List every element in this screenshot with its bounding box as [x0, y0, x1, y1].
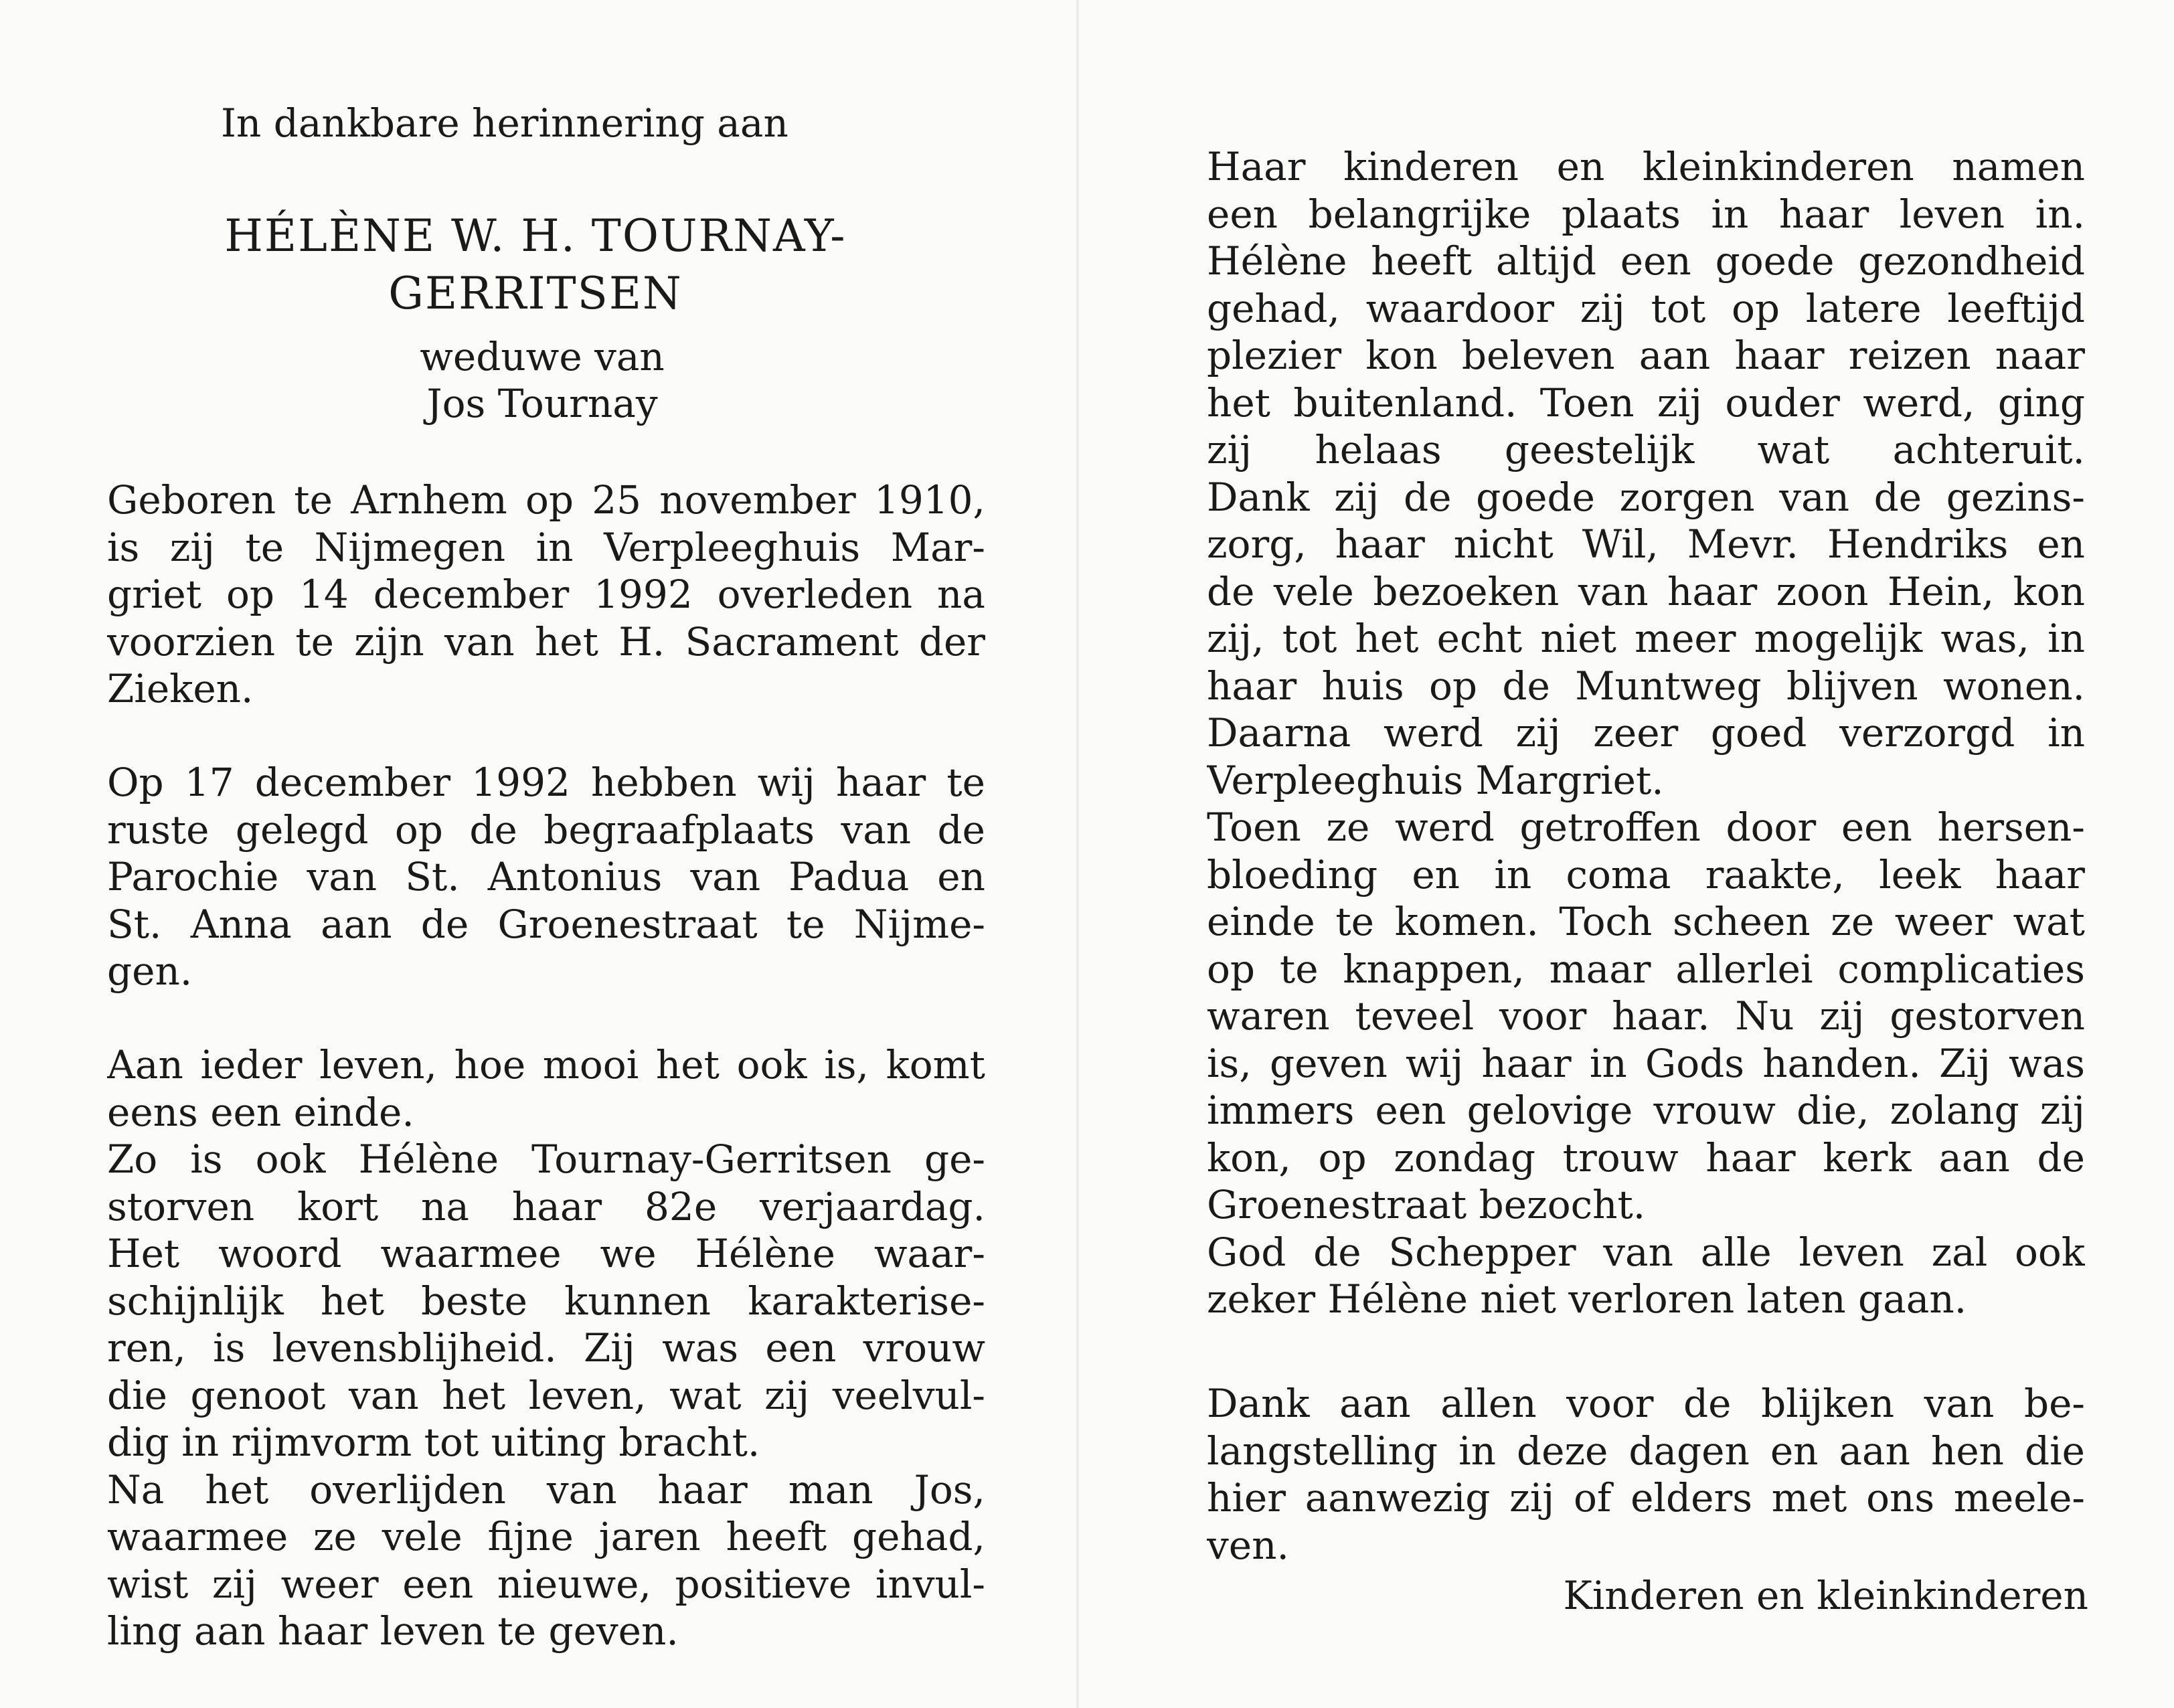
- name-line: HÉLÈNE W. H. TOURNAY-: [224, 210, 847, 262]
- text-line: Toen ze werd getroffen door een hersen-: [1207, 804, 2085, 850]
- text-line: dig in rijmvorm tot uiting bracht.: [107, 1420, 760, 1465]
- spouse-name: Jos Tournay: [426, 381, 658, 426]
- birth-death-paragraph: [107, 477, 985, 713]
- text-line: Hélène heeft altijd een goede gezondheid: [1207, 238, 2085, 284]
- text-line: hier aanwezig zij of elders met ons meele-: [1207, 1475, 2085, 1521]
- text-line: ven.: [1207, 1522, 1289, 1568]
- text-line: zij, tot het echt niet meer mogelijk was, in: [1207, 616, 2085, 661]
- text-line: Geboren te Arnhem op 25 november 1910,: [107, 477, 985, 523]
- burial-paragraph: [107, 759, 985, 995]
- text-line: immers een gelovige vrouw die, zolang zij: [1207, 1088, 2085, 1133]
- name-line: GERRITSEN: [388, 268, 683, 319]
- text-line: is, geven wij haar in Gods handen. Zij was: [1207, 1040, 2085, 1086]
- text-line: griet op 14 december 1992 overleden na: [107, 572, 985, 617]
- text-line: ren, is levensblijheid. Zij was een vrouw: [107, 1325, 985, 1371]
- text-line: op te knappen, maar allerlei complicaties: [1207, 946, 2085, 992]
- text-line: Verpleeghuis Margriet.: [1207, 757, 1664, 803]
- text-line: Zo is ook Hélène Tournay-Gerritsen ge-: [107, 1136, 985, 1182]
- text-line: St. Anna aan de Groenestraat te Nijme-: [107, 901, 985, 947]
- text-line: ling aan haar leven te geven.: [107, 1608, 679, 1654]
- text-line: voorzien te zijn van het H. Sacrament der: [107, 618, 985, 665]
- text-line: die genoot van het leven, wat zij veelvul-: [107, 1372, 985, 1418]
- text-line: Haar kinderen en kleinkinderen namen: [1207, 144, 2085, 189]
- text-line: Dank zij de goede zorgen van de gezins-: [1207, 474, 2085, 520]
- text-line: zeker Hélène niet verloren laten gaan.: [1207, 1276, 1967, 1322]
- family-paragraph: [1207, 143, 2085, 1323]
- signature: Kinderen en kleinkinderen: [1563, 1573, 2088, 1618]
- life-paragraph: [107, 1041, 985, 1655]
- text-line: Op 17 december 1992 hebben wij haar te: [107, 760, 985, 805]
- text-line: Daarna werd zij zeer goed verzorgd in: [1207, 710, 2085, 756]
- text-line: Het woord waarmee we Hélène waar-: [107, 1231, 985, 1276]
- text-line: zorg, haar nicht Wil, Mevr. Hendriks en: [1207, 521, 2085, 567]
- text-line: is zij te Nijmegen in Verpleeghuis Mar-: [107, 524, 985, 570]
- text-line: Zieken.: [107, 666, 254, 711]
- text-line: bloeding en in coma raakte, leek haar: [1207, 851, 2085, 898]
- text-line: Aan ieder leven, hoe mooi het ook is, komt: [107, 1042, 985, 1088]
- text-line: ruste gelegd op de begraafplaats van de: [107, 806, 985, 853]
- text-line: God de Schepper van alle leven zal ook: [1207, 1229, 2085, 1275]
- text-line: waren teveel voor haar. Nu zij gestorven: [1207, 993, 2085, 1039]
- widow-of: [201, 333, 884, 427]
- text-line: gen.: [107, 948, 193, 994]
- text-line: einde te komen. Toch scheen ze weer wat: [1207, 899, 2085, 944]
- text-line: wist zij weer een nieuwe, positieve invul-: [107, 1561, 985, 1607]
- thanks-paragraph: [1207, 1380, 2085, 1569]
- text-line: een belangrijke plaats in haar leven in.: [1207, 191, 2085, 237]
- text-line: schijnlijk het beste kunnen karakterise-: [107, 1278, 985, 1324]
- text-line: Groenestraat bezocht.: [1207, 1182, 1646, 1227]
- text-line: storven kort na haar 82e verjaardag.: [107, 1183, 985, 1229]
- text-line: waarmee ze vele fijne jaren heeft gehad,: [107, 1514, 985, 1559]
- text-line: de vele bezoeken van haar zoon Hein, kon: [1207, 568, 2085, 614]
- text-line: plezier kon beleven aan haar reizen naar: [1207, 333, 2085, 378]
- text-line: langstelling in deze dagen en aan hen die: [1207, 1428, 2085, 1474]
- intro-line: In dankbare herinnering aan: [221, 100, 788, 146]
- text-line: zij helaas geestelijk wat achteruit.: [1207, 427, 2085, 473]
- text-line: kon, op zondag trouw haar kerk aan de: [1207, 1134, 2085, 1181]
- text-line: Na het overlijden van haar man Jos,: [107, 1466, 985, 1513]
- deceased-name: [120, 207, 950, 323]
- text-line: eens een einde.: [107, 1089, 414, 1135]
- widow-label: weduwe van: [420, 334, 665, 379]
- text-line: het buitenland. Toen zij ouder werd, ging: [1207, 379, 2085, 426]
- text-line: Parochie van St. Antonius van Padua en: [107, 854, 985, 900]
- text-line: haar huis op de Muntweg blijven wonen.: [1207, 663, 2085, 709]
- text-line: Dank aan allen voor de blijken van be-: [1207, 1381, 2085, 1426]
- text-line: gehad, waardoor zij tot op latere leeftijd: [1207, 285, 2085, 331]
